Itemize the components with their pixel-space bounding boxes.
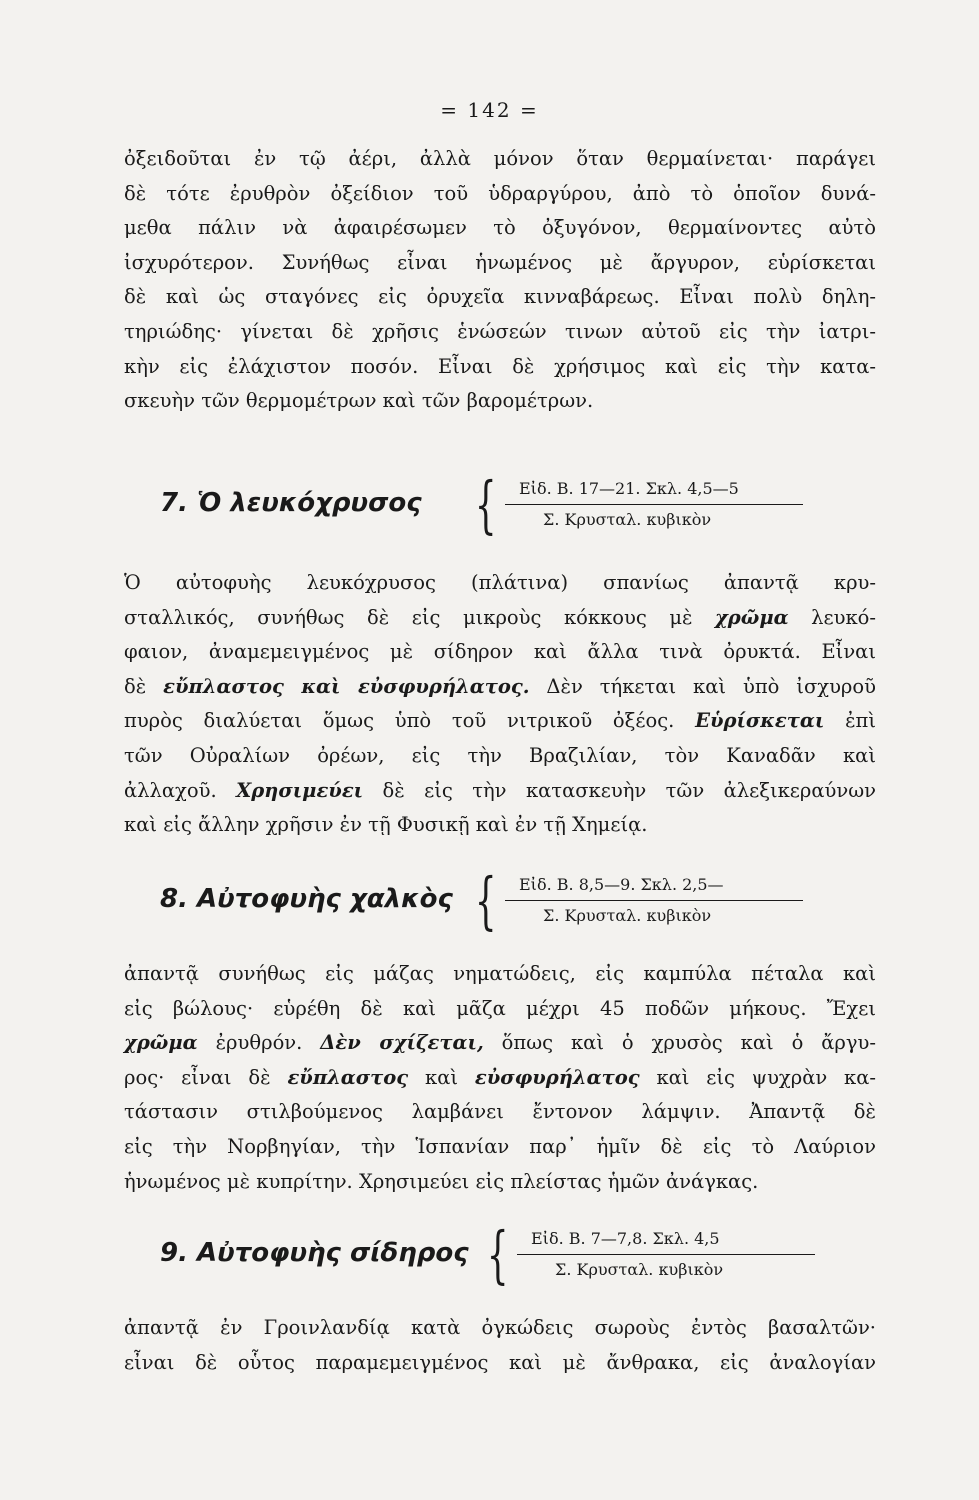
text-line: ἀπαντᾷ ἐν Γροινλανδίᾳ κατὰ ὀγκώδεις σωροὺς ἐντὸς βασαλτῶν· [124, 1316, 876, 1339]
density-hardness: Εἰδ. Β. 17—21. Σκλ. 4,5—5 [519, 479, 739, 498]
paragraph-platinum [124, 566, 876, 843]
density-hardness: Εἰδ. Β. 8,5—9. Σκλ. 2,5— [519, 875, 724, 894]
emphasis: εὐσφυρήλατος [474, 1065, 640, 1089]
text-line: σταλλικός, συνήθως δὲ εἰς μικροὺς κόκκους μὲ χρῶμα λευκό- [124, 605, 876, 629]
page-number: = 142 = [440, 98, 539, 122]
emphasis: Δὲν σχίζεται, [320, 1031, 484, 1055]
brace-glyph: { [486, 1218, 509, 1291]
text-line: δὲ καὶ ὡς σταγόνες εἰς ὀρυχεῖα κινναβάρεως. Εἶναι πολὺ δηλη- [124, 285, 876, 309]
text-line: εἰς τὴν Νορβηγίαν, τὴν Ἱσπανίαν παρ᾽ ἡμῖν δὲ εἰς τὸ Λαύριον [124, 1134, 876, 1158]
text-line: τάστασιν στιλβούμενος λαμβάνει ἔντονον λάμψιν. Ἀπαντᾷ δὲ [124, 1100, 876, 1124]
emphasis: Χρησιμεύει [236, 778, 364, 802]
text-line: ὀξειδοῦται ἐν τῷ ἀέρι, ἀλλὰ μόνον ὅταν θερμαίνεται· παράγει [124, 147, 876, 170]
text-line: τῶν Οὐραλίων ὀρέων, εἰς τὴν Βραζιλίαν, τὸν Καναδᾶν καὶ [124, 743, 876, 767]
text-line: φαιον, ἀναμεμειγμένος μὲ σίδηρον καὶ ἄλλα τινὰ ὀρυκτά. Εἶναι [124, 640, 876, 664]
crystal-system: Σ. Κρυσταλ. κυβικὸν [543, 510, 712, 529]
emphasis: χρῶμα [124, 1031, 198, 1055]
text-line: ἀλλαχοῦ. Χρησιμεύει δὲ εἰς τὴν κατασκευὴν τῶν ἀλεξικεραύνων [124, 778, 876, 802]
text-line: ἀπαντᾷ συνήθως εἰς μάζας νηματώδεις, εἰς καμπύλα πέταλα καὶ [124, 962, 876, 985]
text-line: μεθα πάλιν νὰ ἀφαιρέσωμεν τὸ ὀξυγόνον, θερμαίνοντες αὐτὸ [124, 216, 876, 240]
text-line: τηριώδης· γίνεται δὲ χρῆσις ἑνώσεών τινων αὐτοῦ εἰς τὴν ἰατρι- [124, 319, 876, 343]
text-line: κὴν εἰς ἐλάχιστον ποσόν. Εἶναι δὲ χρήσιμος καὶ εἰς τὴν κατα- [124, 354, 876, 378]
mineral-properties [505, 870, 803, 931]
section-title: 9. Αὐτοφυὴς σίδηρος [160, 1238, 469, 1268]
text-line: εἰς βώλους· εὑρέθη δὲ καὶ μᾶζα μέχρι 45 ποδῶν μήκους. Ἔχει [124, 996, 876, 1020]
text-line: καὶ εἰς ἄλλην χρῆσιν ἐν τῇ Φυσικῇ καὶ ἐν τῇ Χημείᾳ. [124, 813, 648, 837]
text-line: Ὁ αὐτοφυὴς λευκόχρυσος (πλάτινα) σπανίως ἀπαντᾷ κρυ- [124, 571, 876, 594]
emphasis: Εὑρίσκεται [695, 709, 825, 733]
text-line: ἡνωμένος μὲ κυπρίτην. Χρησιμεύει εἰς πλείστας ἡμῶν ἀνάγκας. [124, 1169, 759, 1193]
crystal-system: Σ. Κρυσταλ. κυβικὸν [543, 906, 712, 925]
brace-glyph: { [474, 468, 497, 541]
emphasis: χρῶμα [714, 605, 789, 629]
text-line: χρῶμα ἐρυθρόν. Δὲν σχίζεται, ὅπως καὶ ὁ χρυσὸς καὶ ὁ ἄργυ- [124, 1031, 876, 1055]
emphasis: εὔπλαστος [287, 1065, 409, 1089]
mineral-properties [505, 474, 803, 535]
mineral-properties [517, 1224, 815, 1285]
section-heading-platinum [160, 470, 876, 550]
section-title: 7. Ὁ λευκόχρυσος [160, 488, 422, 518]
section-heading-iron [160, 1220, 876, 1300]
section-heading-copper [160, 866, 876, 946]
text-line: ρος· εἶναι δὲ εὔπλαστος καὶ εὐσφυρήλατος καὶ εἰς ψυχρὰν κα- [124, 1065, 877, 1089]
emphasis: εὔπλαστος καὶ εὐσφυρήλατος. [163, 674, 530, 698]
text-line: ἰσχυρότερον. Συνήθως εἶναι ἡνωμένος μὲ ἄργυρον, εὑρίσκεται [124, 250, 876, 274]
paragraph-copper [124, 957, 876, 1199]
section-title: 8. Αὐτοφυὴς χαλκὸς [160, 884, 453, 914]
text-line: δὲ εὔπλαστος καὶ εὐσφυρήλατος. Δὲν τήκεται καὶ ὑπὸ ἰσχυροῦ [124, 674, 876, 698]
paragraph-iron [124, 1311, 876, 1380]
text-line: εἶναι δὲ οὗτος παραμεμειγμένος καὶ μὲ ἄνθρακα, εἰς ἀναλογίαν [124, 1350, 876, 1374]
crystal-system: Σ. Κρυσταλ. κυβικὸν [555, 1260, 724, 1279]
density-hardness: Εἰδ. Β. 7—7,8. Σκλ. 4,5 [531, 1229, 720, 1248]
text-line: σκευὴν τῶν θερμομέτρων καὶ τῶν βαρομέτρων. [124, 389, 594, 413]
text-line: δὲ τότε ἐρυθρὸν ὀξείδιον τοῦ ὑδραργύρου, ἀπὸ τὸ ὁποῖον δυνά- [124, 181, 876, 205]
brace-glyph: { [474, 864, 497, 937]
text-line: πυρὸς διαλύεται ὅμως ὑπὸ τοῦ νιτρικοῦ ὀξέος. Εὑρίσκεται ἐπὶ [124, 709, 876, 733]
paragraph-mercury-continued [124, 142, 876, 419]
